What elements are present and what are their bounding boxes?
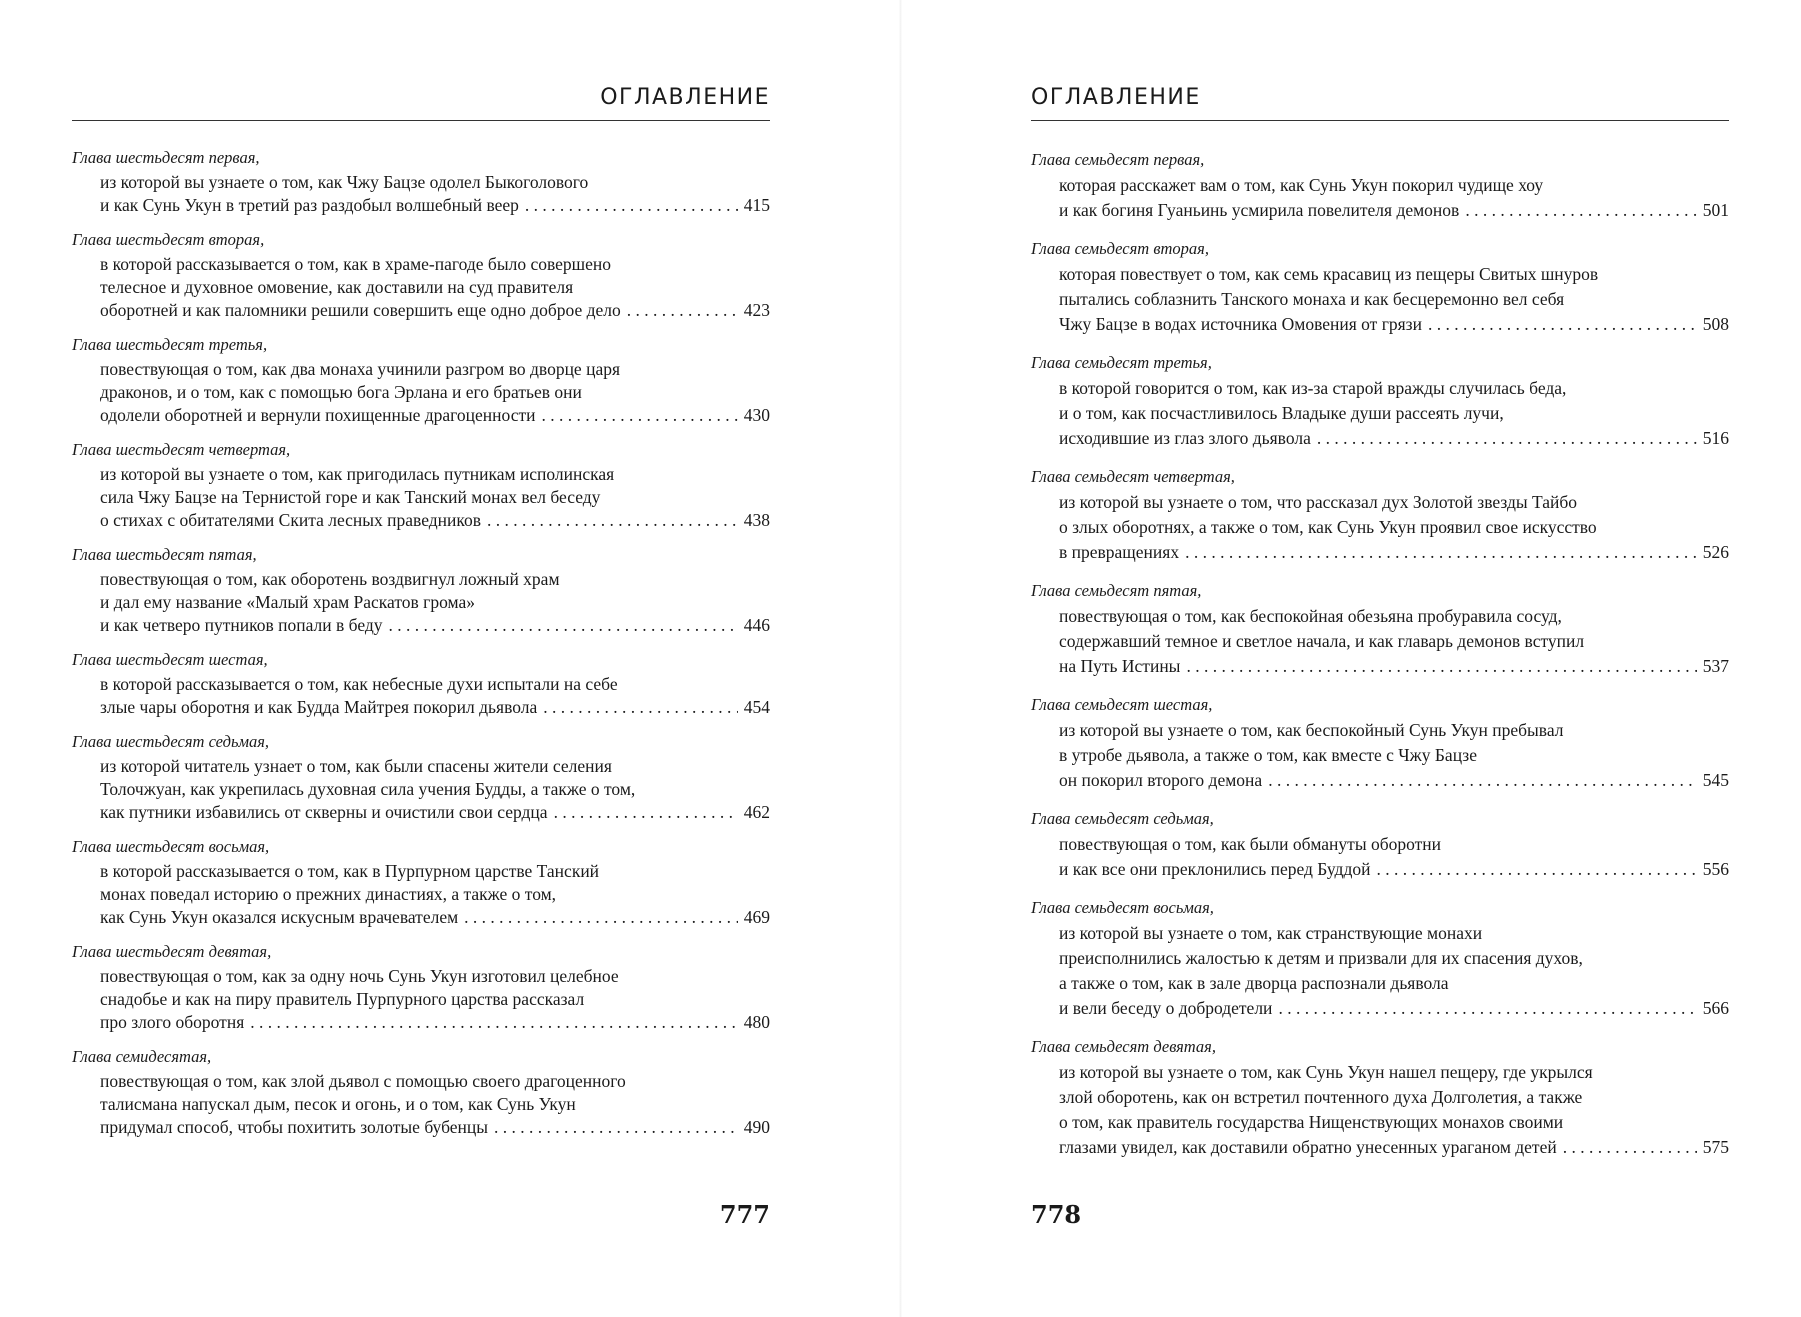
description-last-line [1059,312,1729,337]
toc-page-number[interactable]: 430 [743,405,770,425]
toc-page-number[interactable]: 490 [743,1117,770,1137]
description-line: в которой рассказывается о том, как в храме-пагоде было совершено [100,254,612,274]
chapter-title: Глава семьдесят первая, [1031,150,1205,169]
description-last-line [100,509,770,532]
dot-leader [1465,198,1696,223]
description-line: из которой вы узнаете о том, как Сунь Укун нашел пещеру, где укрылся [1059,1062,1593,1082]
description-line: сила Чжу Бацзе на Тернистой горе и как Танский монах вел беседу [100,487,601,507]
description-line: глазами увидел, как доставили обратно унесенных ураганом детей [1059,1137,1557,1157]
toc-page-number[interactable]: 454 [743,697,770,717]
description-line: преисполнились жалостью к детям и призвали для их спасения духов, [1059,948,1583,968]
chapter-title: Глава семьдесят третья, [1031,353,1212,372]
description-line: злой оборотень, как он встретил почтенного духа Долголетия, а также [1059,1087,1583,1107]
toc-entry[interactable] [72,335,770,427]
chapter-description [1031,490,1729,565]
description-last-line [100,194,770,217]
description-line: Толочжуан, как укрепилась духовная сила учения Будды, а также о том, [100,779,636,799]
chapter-title: Глава шестьдесят шестая, [72,650,268,669]
description-line: из которой вы узнаете о том, как беспокойный Сунь Укун пребывал [1059,720,1564,740]
description-last-line [100,1116,770,1139]
chapter-title: Глава семьдесят четвертая, [1031,467,1235,486]
chapter-description [72,358,770,427]
description-line: телесное и духовное омовение, как доставили на суд правителя [100,277,574,297]
description-line: снадобье и как на пиру правитель Пурпурного царства рассказал [100,989,585,1009]
page-number: 778 [1031,1200,1082,1229]
chapter-description [1031,1060,1729,1160]
description-line: повествующая о том, как беспокойная обезьяна пробуравила сосуд, [1059,606,1562,626]
chapter-title: Глава шестьдесят восьмая, [72,837,270,856]
description-line: и о том, как посчастливилось Владыке души рассеять лучи, [1059,403,1504,423]
description-line: и дал ему название «Малый храм Раскатов грома» [100,592,475,612]
chapter-title: Глава семьдесят восьмая, [1031,898,1214,917]
toc-entry[interactable] [72,1047,770,1139]
description-line: повествующая о том, как за одну ночь Сунь Укун изготовил целебное [100,966,619,986]
description-last-line [100,696,770,719]
description-line: которая расскажет вам о том, как Сунь Укун покорил чудище хоу [1059,175,1544,195]
toc-entry[interactable] [1031,150,1729,223]
description-last-line [100,299,770,322]
dot-leader [1186,654,1696,679]
dot-leader [541,404,737,427]
chapter-description [72,755,770,824]
description-line: монах поведал историю о прежних династиях, а также о том, [100,884,557,904]
toc-entry[interactable] [1031,809,1729,882]
dot-leader [1185,540,1697,565]
toc-page-number[interactable]: 526 [1702,542,1729,562]
description-line: оборотней и как паломники решили совершить еще одно доброе дело [100,300,621,320]
toc-entry[interactable] [1031,898,1729,1021]
description-last-line [100,404,770,427]
chapter-description [1031,262,1729,337]
description-line: повествующая о том, как оборотень воздвигнул ложный храм [100,569,560,589]
chapter-title: Глава шестьдесят первая, [72,148,260,167]
description-line: в которой рассказывается о том, как в Пурпурном царстве Танский [100,861,600,881]
description-last-line [100,1011,770,1034]
description-line: придумал способ, чтобы похитить золотые бубенцы [100,1117,489,1137]
chapter-title: Глава шестьдесят вторая, [72,230,265,249]
dot-leader [389,614,738,637]
toc-entry[interactable] [72,837,770,929]
description-last-line [1059,996,1729,1021]
toc-entry[interactable] [1031,581,1729,679]
description-last-line [100,614,770,637]
description-last-line [1059,654,1729,679]
toc-page-number[interactable]: 575 [1702,1137,1729,1157]
page-number: 777 [719,1200,770,1229]
toc-page-number[interactable]: 508 [1702,314,1729,334]
chapter-description [72,568,770,637]
chapter-title: Глава семьдесят вторая, [1031,239,1209,258]
description-last-line [1059,768,1729,793]
description-line: а также о том, как в зале дворца распознали дьявола [1059,973,1449,993]
description-last-line [1059,1135,1729,1160]
toc-entry[interactable] [1031,467,1729,565]
description-line: злые чары оборотня и как Будда Майтрея покорил дьявола [100,697,538,717]
description-line: и как богиня Гуаньинь усмирила повелителя демонов [1059,200,1460,220]
description-line: о стихах с обитателями Скита лесных праведников [100,510,482,530]
description-line: которая повествует о том, как семь красавиц из пещеры Свитых шнуров [1059,264,1599,284]
description-last-line [1059,540,1729,565]
toc-entry[interactable] [72,230,770,322]
description-line: повествующая о том, как были обмануты оборотни [1059,834,1442,854]
right-page [1031,0,1729,1317]
chapter-title: Глава семидесятая, [72,1047,212,1066]
chapter-title: Глава семьдесят седьмая, [1031,809,1214,828]
description-line: и как четверо путников попали в беду [100,615,383,635]
description-line: из которой читатель узнает о том, как были спасены жители селения [100,756,612,776]
description-line: о злых оборотнях, а также о том, как Сунь Укун проявил свое искусство [1059,517,1597,537]
toc-page-number[interactable]: 469 [743,907,770,927]
description-line: и вели беседу о добродетели [1059,998,1273,1018]
dot-leader [1376,857,1696,882]
toc-page-number[interactable]: 446 [743,615,770,635]
chapter-title: Глава шестьдесят девятая, [72,942,272,961]
description-line: про злого оборотня [100,1012,245,1032]
toc-entry[interactable] [72,650,770,719]
description-line: на Путь Истины [1059,656,1181,676]
dot-leader [1268,768,1697,793]
dot-leader [1428,312,1697,337]
toc-page-number[interactable]: 462 [743,802,770,822]
description-line: талисмана напускал дым, песок и огонь, и о том, как Сунь Укун [100,1094,576,1114]
description-line: драконов, и о том, как с помощью бога Эрлана и его братьев они [100,382,582,402]
chapter-description [72,463,770,532]
toc-entry[interactable] [72,545,770,637]
description-line: Чжу Бацзе в водах источника Омовения от грязи [1059,314,1422,334]
dot-leader [487,509,738,532]
description-line: в превращениях [1059,542,1180,562]
chapter-description [72,1070,770,1139]
toc-entry[interactable] [72,942,770,1034]
dot-leader [525,194,738,217]
toc-entry[interactable] [72,440,770,532]
toc-page-number[interactable]: 545 [1702,770,1729,790]
running-head: ОГЛАВЛЕНИЕ [1031,84,1729,121]
chapter-description [1031,376,1729,451]
dot-leader [627,299,738,322]
chapter-description [72,965,770,1034]
description-line: он покорил второго демона [1059,770,1263,790]
toc-page-number[interactable]: 415 [743,195,770,215]
toc-page-number[interactable]: 423 [743,300,770,320]
chapter-description [72,860,770,929]
toc-page-number[interactable]: 480 [743,1012,770,1032]
chapter-title: Глава шестьдесят пятая, [72,545,257,564]
gutter-divider [899,0,902,1317]
description-last-line [1059,857,1729,882]
table-of-contents [72,148,770,1152]
description-line: как путники избавились от скверны и очистили свои сердца [100,802,548,822]
description-line: и как Сунь Укун в третий раз раздобыл волшебный веер [100,195,519,215]
toc-entry[interactable] [72,148,770,217]
chapter-description [1031,832,1729,882]
toc-page-number[interactable]: 537 [1702,656,1729,676]
dot-leader [554,801,738,824]
description-last-line [1059,426,1729,451]
description-line: пытались соблазнить Танского монаха и как бесцеремонно вел себя [1059,289,1565,309]
toc-entry[interactable] [1031,1037,1729,1160]
description-last-line [100,906,770,929]
chapter-title: Глава шестьдесят третья, [72,335,268,354]
chapter-description [72,673,770,719]
chapter-description [72,171,770,217]
description-last-line [1059,198,1729,223]
toc-entry[interactable] [1031,695,1729,793]
description-line: повествующая о том, как злой дьявол с помощью своего драгоценного [100,1071,626,1091]
description-line: о том, как правитель государства Нищенствующих монахов своими [1059,1112,1564,1132]
toc-page-number[interactable]: 516 [1702,428,1729,448]
description-line: одолели оборотней и вернули похищенные драгоценности [100,405,536,425]
toc-entry[interactable] [1031,353,1729,451]
description-line: из которой вы узнаете о том, как странствующие монахи [1059,923,1483,943]
chapter-description [1031,921,1729,1021]
toc-page-number[interactable]: 556 [1702,859,1729,879]
toc-page-number[interactable]: 566 [1702,998,1729,1018]
description-line: в которой говорится о том, как из-за старой вражды случилась беда, [1059,378,1567,398]
running-head: ОГЛАВЛЕНИЕ [72,84,770,121]
chapter-title: Глава семьдесят пятая, [1031,581,1202,600]
description-line: и как все они преклонились перед Буддой [1059,859,1371,879]
dot-leader [1563,1135,1697,1160]
toc-page-number[interactable]: 501 [1702,200,1729,220]
toc-page-number[interactable]: 438 [743,510,770,530]
dot-leader [1278,996,1696,1021]
chapter-title: Глава шестьдесят четвертая, [72,440,291,459]
dot-leader [543,696,738,719]
description-line: содержавший темное и светлое начала, и как главарь демонов вступил [1059,631,1585,651]
toc-entry[interactable] [72,732,770,824]
description-line: из которой вы узнаете о том, что рассказал дух Золотой звезды Тайбо [1059,492,1578,512]
toc-entry[interactable] [1031,239,1729,337]
chapter-description [1031,173,1729,223]
dot-leader [250,1011,738,1034]
chapter-description [72,253,770,322]
chapter-title: Глава семьдесят шестая, [1031,695,1213,714]
description-line: исходившие из глаз злого дьявола [1059,428,1311,448]
description-line: повествующая о том, как два монаха учинили разгром во дворце царя [100,359,621,379]
left-page [72,0,770,1317]
description-line: как Сунь Укун оказался искусным врачевателем [100,907,459,927]
dot-leader [494,1116,738,1139]
chapter-title: Глава шестьдесят седьмая, [72,732,270,751]
description-line: из которой вы узнаете о том, как пригодилась путникам исполинская [100,464,615,484]
description-line: из которой вы узнаете о том, как Чжу Бацзе одолел Быкоголового [100,172,589,192]
description-last-line [100,801,770,824]
dot-leader [1317,426,1697,451]
dot-leader [464,906,738,929]
table-of-contents [1031,150,1729,1176]
chapter-title: Глава семьдесят девятая, [1031,1037,1216,1056]
description-line: в утробе дьявола, а также о том, как вместе с Чжу Бацзе [1059,745,1477,765]
chapter-description [1031,718,1729,793]
chapter-description [1031,604,1729,679]
description-line: в которой рассказывается о том, как небесные духи испытали на себе [100,674,618,694]
